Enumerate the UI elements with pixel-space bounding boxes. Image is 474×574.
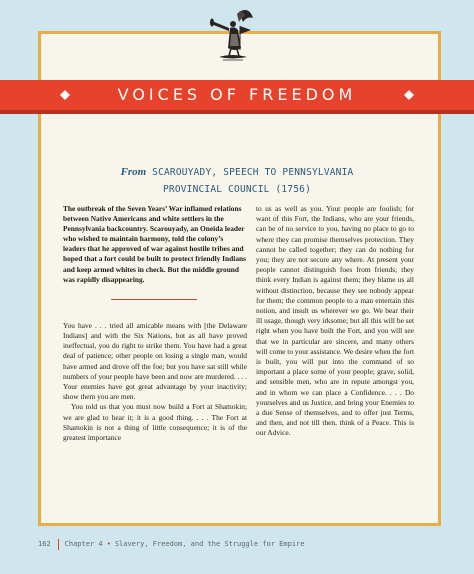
source-title bbox=[70, 164, 404, 198]
section-divider bbox=[111, 299, 197, 300]
source-from: From bbox=[120, 166, 147, 178]
footer-bullet: • bbox=[106, 540, 111, 548]
footer-divider bbox=[58, 539, 59, 550]
liberty-emblem-icon bbox=[209, 4, 255, 64]
page-number: 162 bbox=[38, 540, 51, 548]
page-footer bbox=[38, 538, 304, 550]
banner-title: VOICES OF FREEDOM bbox=[117, 85, 357, 104]
chapter-title: Slavery, Freedom, and the Struggle for Empire bbox=[114, 540, 305, 548]
body-paragraph: You told us that you must now build a Fort at Shamokin; we are glad to hear it; it is a good thing. . . . The Fort at Shamokin is not a thing of little consequence; it is of the greatest importance bbox=[63, 402, 247, 442]
source-title-line1: SCAROUYADY, SPEECH TO PENNSYLVANIA bbox=[152, 167, 354, 178]
intro-paragraph: The outbreak of the Seven Years’ War inflamed relations between Native Americans and white settlers in the Pennsylvania backcountry. Scarouyady, an Oneida leader who wished to maintain harmony, told the colony’s leaders that he approved of war against hostile tribes and hoped that a fort could be built to protect friendly Indians and keep armed whites in check. But the middle ground was rapidly disappearing. bbox=[63, 204, 247, 284]
right-column bbox=[256, 204, 414, 439]
left-column bbox=[63, 204, 247, 443]
body-paragraph: You have . . . tried all amicable means with [the Delaware Indians] and with the Six Nations, but as all have proved ineffectual, you do right to strike them. You have had a great deal of patience; other people on losing a single man, would have armed and drove off the foe; but you have sat still while numbers of your people have been and now are murdered. . . . Your enemies have got great advantage by your inactivity; show them you are men. bbox=[63, 320, 247, 402]
source-title-line2: PROVINCIAL COUNCIL (1756) bbox=[163, 184, 311, 195]
left-body-text bbox=[63, 321, 247, 443]
chapter-label: Chapter 4 bbox=[64, 540, 103, 548]
right-body-text bbox=[256, 204, 414, 439]
body-paragraph: to us as well as you. Your people are foolish; for want of this Fort, the Indians, who are your friends, can be of no service to you, having no place to go to where they can promise themselves protection. They cannot be called together; they can do nothing for you; they are not secure any where. At present your people cannot distinguish foes from friends; they think every Indian is against them; they blame us all without distinction, because they see nobody appear for them; the common people to a man entertain this notion, and insult us wherever we go. We bear their ill usage, though very irksome; but all this will be set right when you have built the Fort, and you will see that we in particular are sincere, and many others will come to your assistance. We desire when the fort is built, you will put into the command of so important a place some of your people; grave, solid, and sensible men, who are in repute amongst you, and in whom we can place a Confidence. . . . Do yourselves and us Justice, and bring your Enemies to a due Sense of themselves, and to offer just Terms, and then, and not till then, think of a Peace. This is our Advice. bbox=[256, 204, 414, 438]
